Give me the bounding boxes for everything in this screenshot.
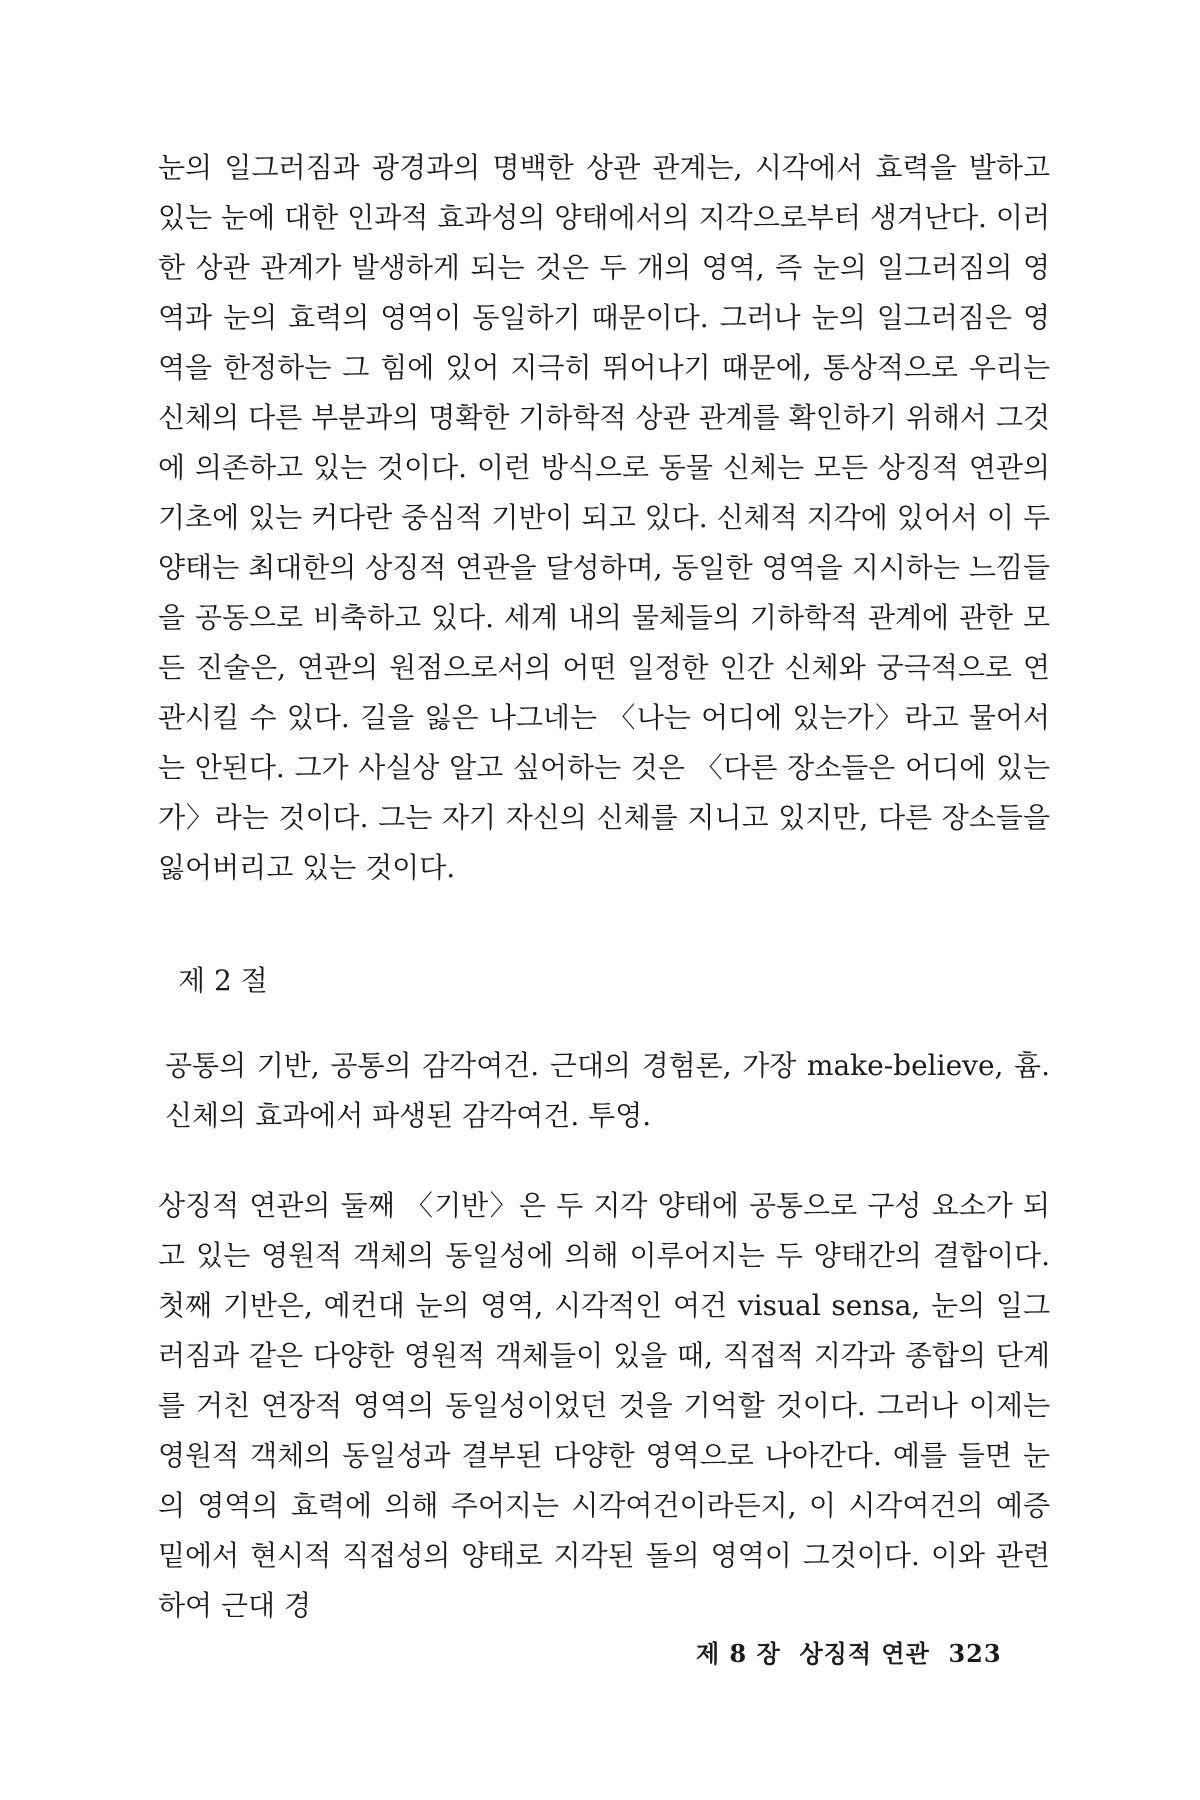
body-paragraph-1: 눈의 일그러짐과 광경과의 명백한 상관 관계는, 시각에서 효력을 발하고 있는 눈에 대한 인과적 효과성의 양태에서의 지각으로부터 생겨난다. 이러한 상관 관계가 발생하게 되는 것은 두 개의 영역, 즉 눈의 일그러짐의 영역과 눈의 효력의 영역이 동일하기 때문이다. 그러나 눈의 일그러짐은 영역을 한정하는 그 힘에 있어 지극히 뛰어나기 때문에, 통상적으로 우리는 신체의 다른 부분과의 명확한 기하학적 상관 관계를 확인하기 위해서 그것에 의존하고 있는 것이다. 이런 방식으로 동물 신체는 모든 상징적 연관의 기초에 있는 커다란 중심적 기반이 되고 있다. 신체적 지각에 있어서 이 두 양태는 최대한의 상징적 연관을 달성하며, 동일한 영역을 지시하는 느낌들을 공동으로 비축하고 있다. 세계 내의 물체들의 기하학적 관계에 관한 모든 진술은, 연관의 원점으로서의 어떤 일정한 인간 신체와 궁극적으로 연관시킬 수 있다. 길을 잃은 나그네는 〈나는 어디에 있는가〉라고 물어서는 안된다. 그가 사실상 알고 싶어하는 것은 〈다른 장소들은 어디에 있는가〉라는 것이다. 그는 자기 자신의 신체를 지니고 있지만, 다른 장소들을 잃어버리고 있는 것이다.	[158, 151, 1051, 884]
body-paragraph-2: 상징적 연관의 둘째 〈기반〉은 두 지각 양태에 공통으로 구성 요소가 되고 있는 영원적 객체의 동일성에 의해 이루어지는 두 양태간의 결합이다. 첫째 기반은, 예컨대 눈의 영역, 시각적인 여건 visual sensa, 눈의 일그러짐과 같은 다양한 영원적 객체들이 있을 때, 직접적 지각과 종합의 단계를 거친 연장적 영역의 동일성이었던 것을 기억할 것이다. 그러나 이제는 영원적 객체의 동일성과 결부된 다양한 영역으로 나아간다. 예를 들면 눈의 영역의 효력에 의해 주어지는 시각여건이라든지, 이 시각여건의 예증 밑에서 현시적 직접성의 양태로 지각된 돌의 영역이 그것이다. 이와 관련하여 근대 경	[158, 1189, 1050, 1622]
section-heading: 제 2 절	[178, 964, 268, 997]
section-summary-paragraph: 공통의 기반, 공통의 감각여건. 근대의 경험론, 가장 make-believe, 흄. 신체의 효과에서 파생된 감각여건. 투영.	[165, 1049, 1050, 1132]
running-footer-page-number: 제 8 장 상징적 연관 323	[696, 1639, 1002, 1668]
